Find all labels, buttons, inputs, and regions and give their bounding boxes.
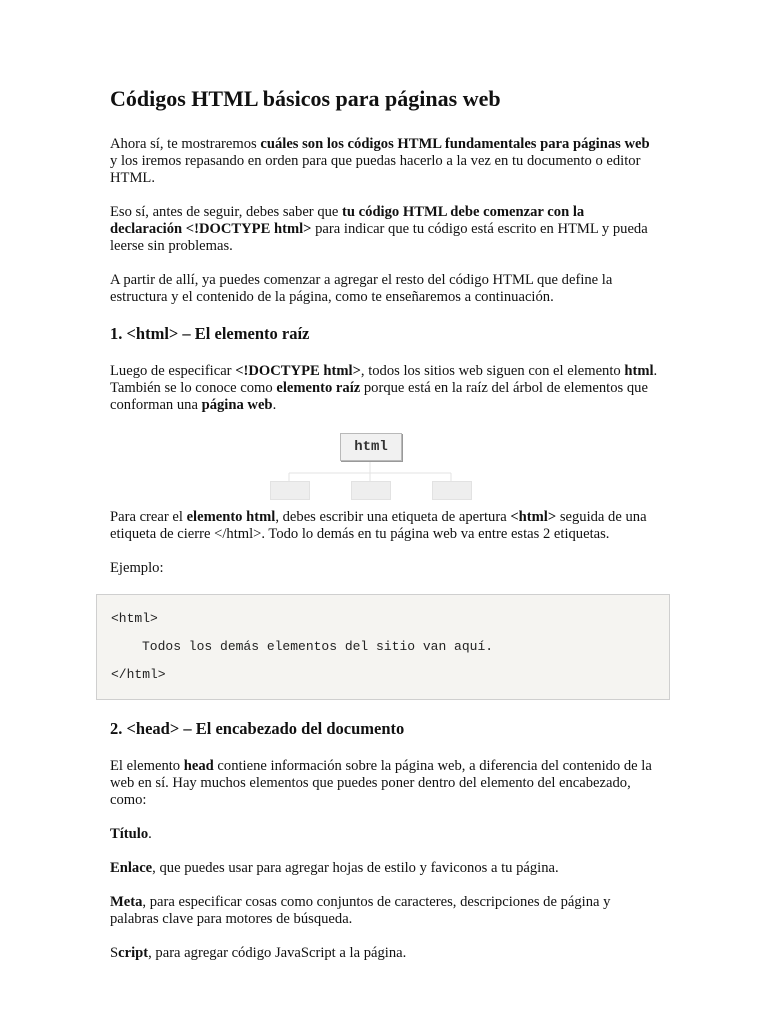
tree-child-node [432, 481, 472, 500]
head-item-title: Título. [110, 826, 152, 842]
section-1-paragraph-2: Para crear el elemento html, debes escribir una etiqueta de apertura <html> seguida de una etiqueta de cierre </html>. Todo lo demás en tu página web va entre estas 2 etiquetas. [110, 509, 647, 542]
code-line: <html> [111, 611, 158, 626]
html-tree-diagram [110, 429, 658, 499]
section-2-heading: 2. <head> – El encabezado del documento [110, 719, 405, 738]
intro-paragraph-3: A partir de allí, ya puedes comenzar a agregar el resto del código HTML que define la estructura y el contenido de la página, como te enseñaremos a continuación. [110, 272, 613, 305]
example-label: Ejemplo: [110, 560, 164, 576]
head-item-script: Script, para agregar código JavaScript a la página. [110, 945, 407, 961]
page-title: Códigos HTML básicos para páginas web [110, 86, 501, 111]
intro-paragraph-2: Eso sí, antes de seguir, debes saber que tu código HTML debe comenzar con la declaración <!DOCTYPE html> para indicar que tu código está escrito en HTML y pueda leerse sin problemas. [110, 204, 648, 254]
section-2-paragraph-1: El elemento head contiene información sobre la página web, a diferencia del contenido de la web en sí. Hay muchos elementos que puedes poner dentro del elemento del encabezado, como: [110, 758, 652, 808]
tree-child-node [270, 481, 310, 500]
head-item-link: Enlace, que puedes usar para agregar hojas de estilo y faviconos a tu página. [110, 860, 559, 876]
code-line: </html> [111, 667, 166, 682]
section-1-paragraph-1: Luego de especificar <!DOCTYPE html>, todos los sitios web siguen con el elemento html. También se lo conoce como elemento raíz porque está en la raíz del árbol de elementos que conforman una página web. [110, 363, 658, 413]
tree-root-node: html [340, 433, 402, 461]
article-body [110, 84, 658, 979]
section-1-heading: 1. <html> – El elemento raíz [110, 324, 310, 343]
tree-child-node [351, 481, 391, 500]
intro-paragraph-1: Ahora sí, te mostraremos cuáles son los códigos HTML fundamentales para páginas web y los iremos repasando en orden para que puedas hacerlo a la vez en tu documento o editor HTML. [110, 136, 650, 186]
code-line: Todos los demás elementos del sitio van aquí. [142, 639, 494, 654]
code-example [96, 594, 670, 700]
head-item-meta: Meta, para especificar cosas como conjuntos de caracteres, descripciones de página y palabras clave para motores de búsqueda. [110, 894, 611, 927]
